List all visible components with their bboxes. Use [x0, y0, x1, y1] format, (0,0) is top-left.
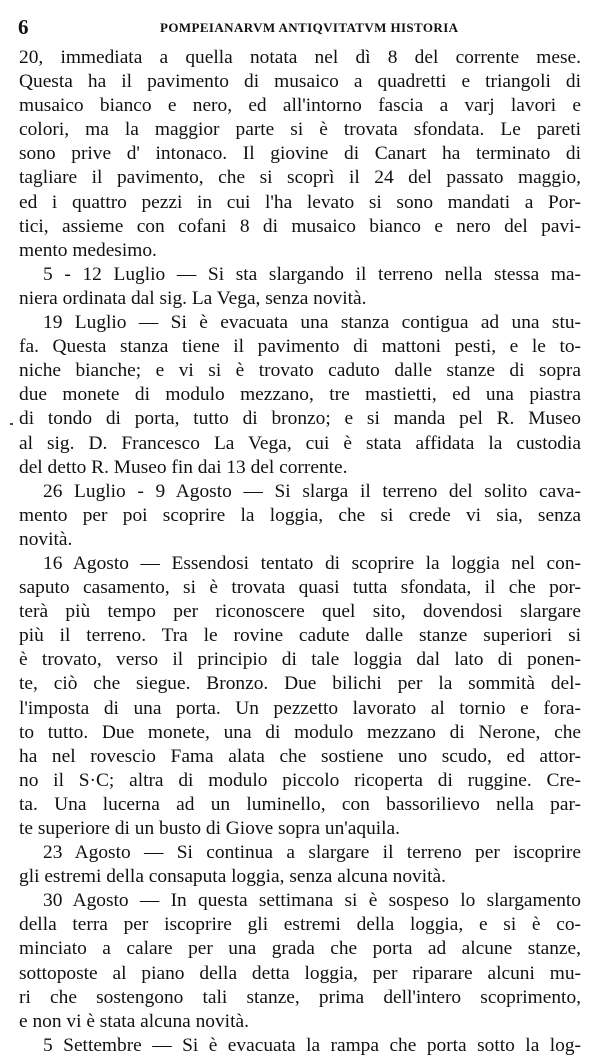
text-line: ha nel rovescio Fama alata che sostiene uno scudo, ed attor-	[19, 745, 581, 767]
text-line: novità.	[19, 528, 73, 550]
text-line: l'imposta di una porta. Un pezzetto lavorato al tornio e fora-	[19, 697, 581, 719]
entry-start-line: 30 Agosto — In questa settimana si è sospeso lo slargamento	[43, 890, 581, 912]
text-line: ta. Una lucerna ad un luminello, con bassorilievo nella par-	[19, 793, 581, 815]
text-line: più il terreno. Tra le rovine cadute dalle stanze superiori si	[19, 625, 581, 647]
text-line: colori, ma la maggior parte si è trovata sfondata. Le pareti	[19, 119, 581, 141]
text-line: gli estremi della consaputa loggia, senza alcuna novità.	[19, 866, 446, 888]
margin-mark	[10, 423, 13, 425]
text-line: e non vi è stata alcuna novità.	[19, 1010, 249, 1032]
text-line: due monete di modulo mezzano, tre mastietti, ed una piastra	[19, 384, 581, 406]
text-line: sottoposte al piano della detta loggia, per riparare alcuni mu-	[19, 962, 581, 984]
text-line: di tondo di porta, tutto di bronzo; e si manda pel R. Museo	[19, 408, 581, 430]
text-line: ri che sostengono tali stanze, prima dell'intero scoprimento,	[19, 986, 581, 1008]
text-line: mento medesimo.	[19, 239, 157, 261]
entry-start-line: 5 - 12 Luglio — Si sta slargando il terreno nella stessa ma-	[43, 263, 581, 285]
page-header	[18, 14, 578, 40]
text-line: terà più tempo per riconoscere quel sito, dovendosi slargare	[19, 601, 581, 623]
text-line: niera ordinata dal sig. La Vega, senza novità.	[19, 287, 367, 309]
text-line: musaico bianco e nero, ed all'intorno fascia a varj lavori e	[19, 95, 581, 117]
text-line: del detto R. Museo fin dai 13 del corrente.	[19, 456, 348, 478]
text-line: Questa ha il pavimento di musaico a quadretti e triangoli di	[19, 71, 581, 93]
entry-start-line: 16 Agosto — Essendosi tentato di scoprire la loggia nel con-	[43, 552, 581, 574]
text-line: della terra per iscoprire gli estremi della loggia, e si è co-	[19, 914, 581, 936]
entry-start-line: 5 Settembre — Si è evacuata la rampa che porta sotto la log-	[43, 1034, 581, 1056]
text-line: fa. Questa stanza tiene il pavimento di mattoni pesti, e le to-	[19, 336, 581, 358]
running-head: POMPEIANARVM ANTIQVITATVM HISTORIA	[160, 20, 459, 35]
text-line: tagliare il pavimento, che si scoprì il 24 del passato maggio,	[19, 167, 581, 189]
text-line: minciato a calare per una grada che porta ad alcune stanze,	[19, 938, 581, 960]
text-line: 20, immediata a quella notata nel dì 8 del corrente mese.	[19, 47, 581, 68]
text-line: mento per poi scoprire la loggia, che si crede vi sia, senza	[19, 504, 581, 526]
text-line: te, ciò che siegue. Bronzo. Due bilichi per la sommità del-	[19, 673, 581, 695]
text-line: al sig. D. Francesco La Vega, cui è stata affidata la custodia	[19, 432, 581, 454]
text-line: to tutto. Due monete, una di modulo mezzano di Nerone, che	[19, 721, 581, 743]
text-line: te superiore di un busto di Giove sopra un'aquila.	[19, 818, 400, 839]
text-line: ed i quattro pezzi in cui l'ha levato si sono mandati a Por-	[19, 191, 581, 213]
text-line: tici, assieme con cofani 8 di musaico bianco e nero del pavi-	[19, 215, 581, 237]
body-text	[19, 46, 581, 1058]
text-line: no il S·C; altra di modulo piccolo ricoperta di ruggine. Cre-	[19, 769, 581, 791]
text-line: sono prive d' intonaco. Il giovine di Canart ha terminato di	[19, 143, 581, 165]
text-line: saputo casamento, si è trovata quasi tutta sfondata, il che por-	[19, 577, 581, 599]
entry-start-line: 23 Agosto — Si continua a slargare il terreno per iscoprire	[43, 842, 581, 864]
entry-start-line: 19 Luglio — Si è evacuata una stanza contigua ad una stu-	[43, 312, 581, 334]
page-number: 6	[18, 15, 29, 39]
entry-start-line: 26 Luglio - 9 Agosto — Si slarga il terreno del solito cava-	[43, 480, 581, 502]
text-line: è trovato, verso il principio di tale loggia dal lato di ponen-	[19, 649, 581, 671]
text-line: niche bianche; e vi si è trovato caduto dalle stanze di sopra	[19, 360, 581, 382]
